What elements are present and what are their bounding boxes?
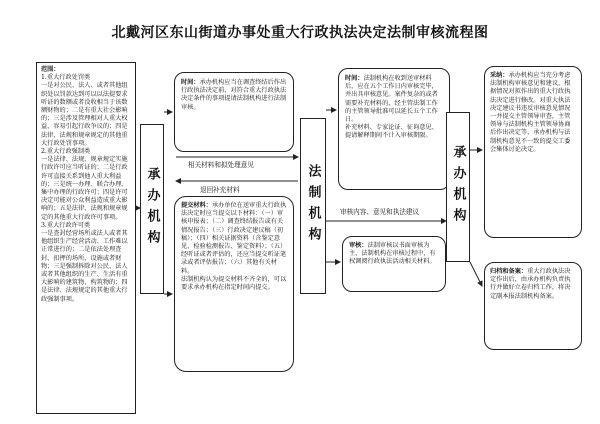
archive-box <box>484 262 582 350</box>
agency-left-label: 承办机构 <box>144 167 160 251</box>
archive-box-title: 归档和备案： <box>490 268 528 275</box>
time-box-1 <box>174 72 294 152</box>
label-related-materials: 相关材料和拟处理意见 <box>188 161 254 169</box>
arrow-agency-to-archive <box>470 262 482 286</box>
adopt-box-text: 承办机构应当充分考虑法制机构审核意见和建议，根据情况对拟作出的重大行政执法决定进行修改。对重大执法决定建议书违反审核意见情况一并提交主管领导审查，主管领导与法制机构主管领导协商后作出决定等，承办机构与法制机构意见不一致的提交工委会集体讨论决定。 <box>490 72 571 153</box>
agency-right <box>446 112 470 262</box>
time-box-1-title: 时间： <box>181 79 200 86</box>
agency-right-label: 承办机构 <box>450 145 466 229</box>
time-box-2 <box>338 68 450 190</box>
agency-legal-label: 法制机构 <box>305 164 321 248</box>
review-box-title: 审核： <box>349 242 368 249</box>
adopt-box <box>484 66 582 238</box>
submit-box-text: 承办单位在送审重大行政执法决定时应当提交以下材料：（一）审核申报表；（二）调查终结报告或有关情况报告；（三）行政决定建议稿（初稿）；（四）相关证据资料（含鉴定意见、检验检测报告、鉴定资料）；（五）经听证或者评估的，还应当提交听证笔录或者评估报告；（六）其他有关材料。 法制机构认为提交材料不齐全的，可以要求承办机构在指定时间内提交。 <box>181 202 287 292</box>
agency-left <box>140 124 164 294</box>
time-box-2-text: 法制机构在收到送审材料后，应在五个工作日内审核完毕，并出具审核意见。案件复杂的或者需要补充材料的，经主管法制工作的主管领导批准可以延长五个工作日。 补充材料、专家论证、征询意见、提请解释期间不计入审核期限。 <box>345 75 438 140</box>
time-box-2-title: 时间： <box>345 75 364 82</box>
scope-box <box>36 62 136 414</box>
label-return-materials: 退回补充材料 <box>200 186 240 194</box>
submit-materials-box <box>174 196 294 372</box>
scope-text: 1.重大行政处罚类 一是对公民、法人、或者其他组织处以罚款达到可以以法提要求听证的数额或者没收相当于该数额财物的；二是有重大社会影响的；三是涉及管理相对人重大权益，容易引起行政争议的；四是法律、法规和规章规定的其他重大行政处罚事项。 2.重大行政强制类 一是法律、法规、规章规定实施行政许可应当听证的；二是行政许可直接关系到他人重大利益的；三是统一办理、联合办理、集中办理的行政许可；四是许可决定可能对公众利益造成重大影响的；五是法律、法规和规章规定的其他重大行政许可事项。 3.重大行政许可类 一是查封经营场所或法人或者其他组织生产经营活动、工作难以正常进行的；二是依法处理查封、扣押的场所、设施或者财物；三是强制拆除对公民、法人或者其他组织的生产、生活有重大影响的建筑物、构筑物的；四是法律、法规规定的其他重大行政强制事项。 <box>41 74 128 303</box>
time-box-1-text: 承办机构应当在调查终结后作出行政执法决定前，对符合重大行政执法决定条件的事项提请法制机构进行法制审核。 <box>181 79 287 111</box>
label-review-content: 审核内容、意见和执法建议 <box>340 208 420 216</box>
review-box-text: 法制审核以书面审核为主，法制机构在审核过程中，有权调阅行政执法活动相关材料。 <box>349 242 436 266</box>
agency-legal <box>300 118 326 294</box>
page-title: 北戴河区东山街道办事处重大行政执法决定法制审核流程图 <box>111 25 489 41</box>
submit-box-title: 提交材料： <box>181 202 212 209</box>
scope-heading: 范围： <box>41 66 60 73</box>
review-box <box>342 236 446 292</box>
archive-box-text: 重大行政执法决定作出后，由承办机构负责执行并做好立卷归档工作，将决定副本报法制机构备案。 <box>490 268 571 300</box>
adopt-box-title: 采纳： <box>490 72 509 79</box>
